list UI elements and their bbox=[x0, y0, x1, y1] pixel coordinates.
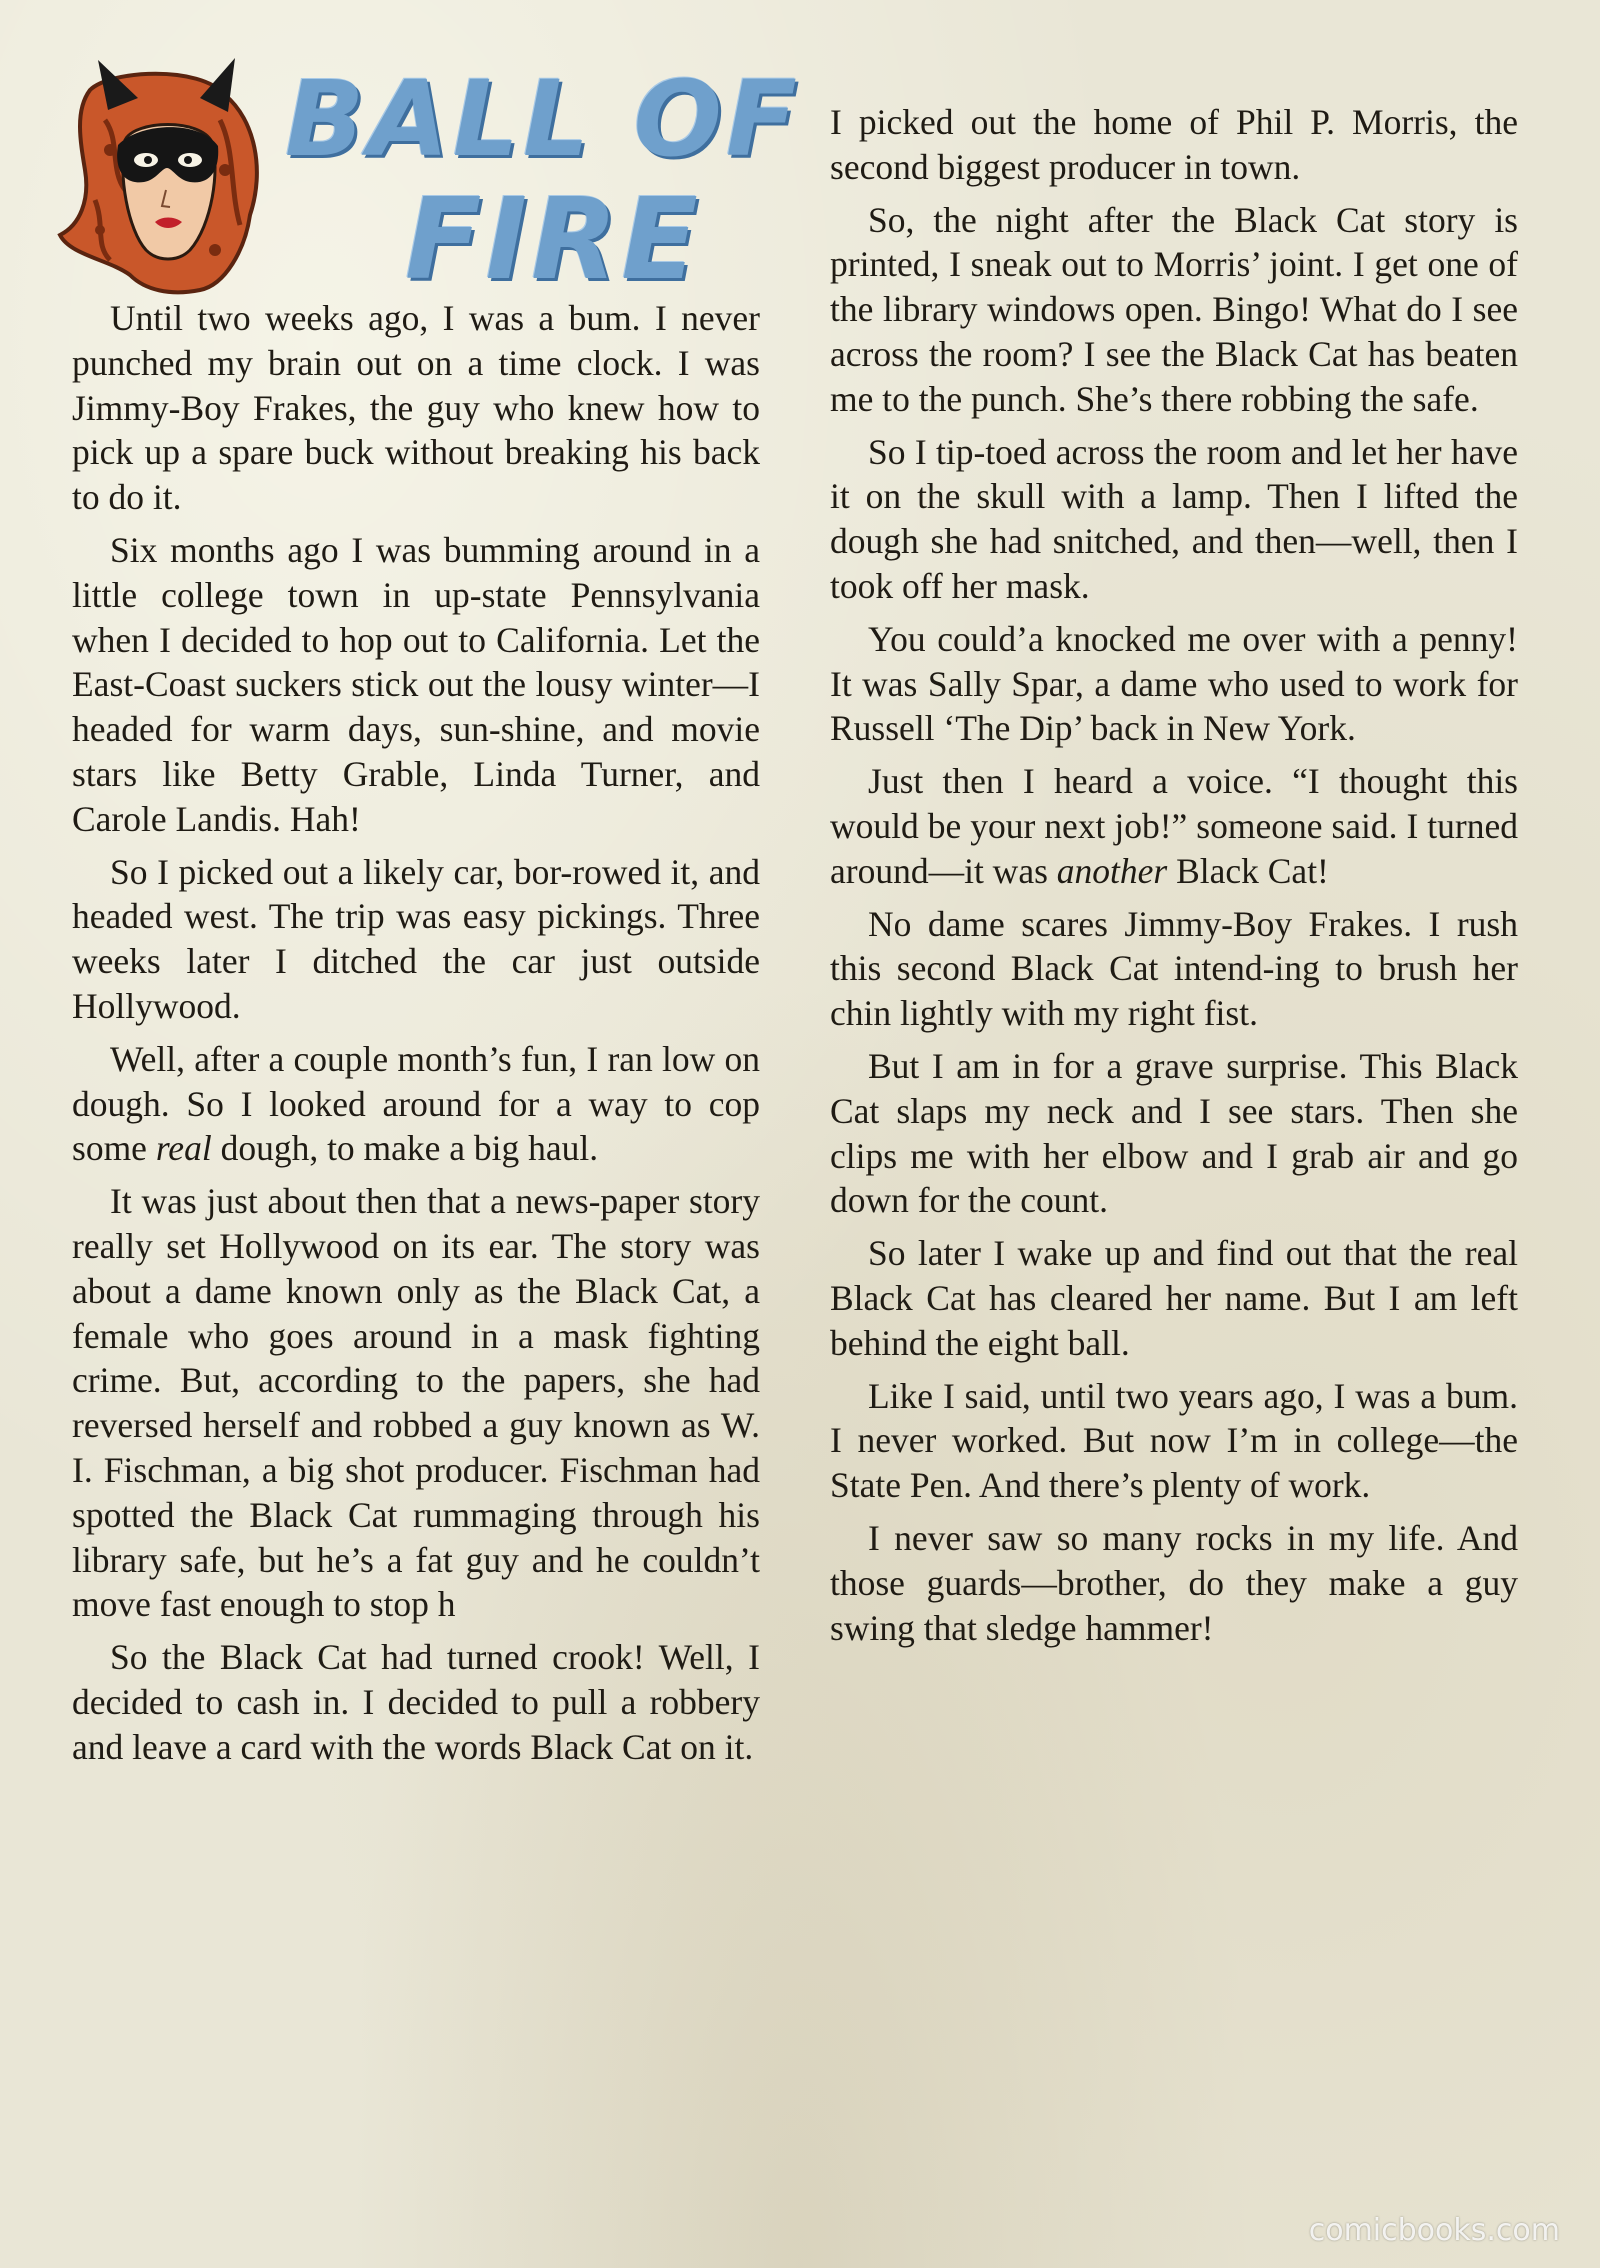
emphasis-text: real bbox=[155, 1128, 212, 1169]
paragraph: But I am in for a grave surprise. This Black Cat slaps my neck and I see stars. Then she clips me with her elbow and I grab air and go down for the count. bbox=[830, 1045, 1518, 1221]
right-column bbox=[830, 100, 1518, 1658]
watermark: comicbooks.com bbox=[1308, 2213, 1560, 2248]
paragraph: So I picked out a likely car, bor-rowed it, and headed west. The trip was easy pickings. Three weeks later I ditched the car just outside Hollywood. bbox=[72, 851, 760, 1026]
paragraph-text: Well, after a couple month’s fun, I ran low on dough. So I looked around for a way to cop some bbox=[72, 1038, 760, 1169]
paragraph bbox=[72, 1037, 760, 1171]
left-column bbox=[72, 296, 760, 1778]
paragraph: Six months ago I was bumming around in a little college town in up-state Pennsylvania when I decided to hop out to California. Let the East-Coast suckers stick out the lousy winter—I headed for warm days, sun-shine, and movie stars like Betty Grable, Linda Turner, and Carole Landis. Hah! bbox=[72, 529, 760, 839]
paragraph: Until two weeks ago, I was a bum. I never punched my brain out on a time clock. I was Jimmy-Boy Frakes, the guy who knew how to pick up a spare buck without breaking his back to do it. bbox=[72, 298, 760, 518]
paragraph: So I tip-toed across the room and let her have it on the skull with a lamp. Then I lifted the dough she had snitched, and then—well, then I took off her mask. bbox=[830, 431, 1518, 606]
paragraph: I never saw so many rocks in my life. And those guards—brother, do they make a guy swing that sledge hammer! bbox=[830, 1517, 1518, 1648]
paragraph bbox=[830, 759, 1518, 893]
paragraph-text: Just then I heard a voice. “I thought this would be your next job!” someone said. I turned around—it was bbox=[830, 761, 1518, 891]
story-title-line-2: FIRE bbox=[405, 175, 702, 305]
paragraph-text: Black Cat! bbox=[1167, 850, 1329, 891]
paragraph: No dame scares Jimmy-Boy Frakes. I rush this second Black Cat intend-ing to brush her chin lightly with my right fist. bbox=[830, 903, 1518, 1034]
paragraph: I picked out the home of Phil P. Morris, the second biggest producer in town. bbox=[830, 102, 1518, 187]
paragraph: Like I said, until two years ago, I was a bum. I never worked. But now I’m in college—the State Pen. And there’s plenty of work. bbox=[830, 1375, 1518, 1506]
paragraph: So, the night after the Black Cat story is printed, I sneak out to Morris’ joint. I get one of the library windows open. Bingo! What do I see across the room? I see the Black Cat has beaten me to the punch. She’s there robbing the safe. bbox=[830, 199, 1518, 419]
paragraph: So later I wake up and find out that the real Black Cat has cleared her name. But I am left behind the eight ball. bbox=[830, 1233, 1518, 1363]
paragraph: You could’a knocked me over with a penny! It was Sally Spar, a dame who used to work for Russell ‘The Dip’ back in New York. bbox=[830, 618, 1518, 749]
paragraph-text: dough, to make a big haul. bbox=[211, 1128, 599, 1169]
emphasis-text: another bbox=[1056, 850, 1168, 891]
black-cat-mask-face-icon bbox=[50, 50, 280, 300]
story-title-line-1: BALL OF bbox=[285, 58, 801, 180]
story-header bbox=[50, 50, 810, 305]
paragraph: So the Black Cat had turned crook! Well, I decided to cash in. I decided to pull a robbery and leave a card with the words Black Cat on it. bbox=[72, 1637, 760, 1767]
paragraph: It was just about then that a news-paper story really set Hollywood on its ear. The story was about a dame known only as the Black Cat, a female who goes around in a mask fighting crime. But, according to the papers, she had reversed herself and robbed a guy known as W. I. Fischman, a big shot producer. Fischman had spotted the Black Cat rummaging through his library safe, but he’s a fat guy and he couldn’t move fast enough to stop h bbox=[72, 1181, 760, 1625]
